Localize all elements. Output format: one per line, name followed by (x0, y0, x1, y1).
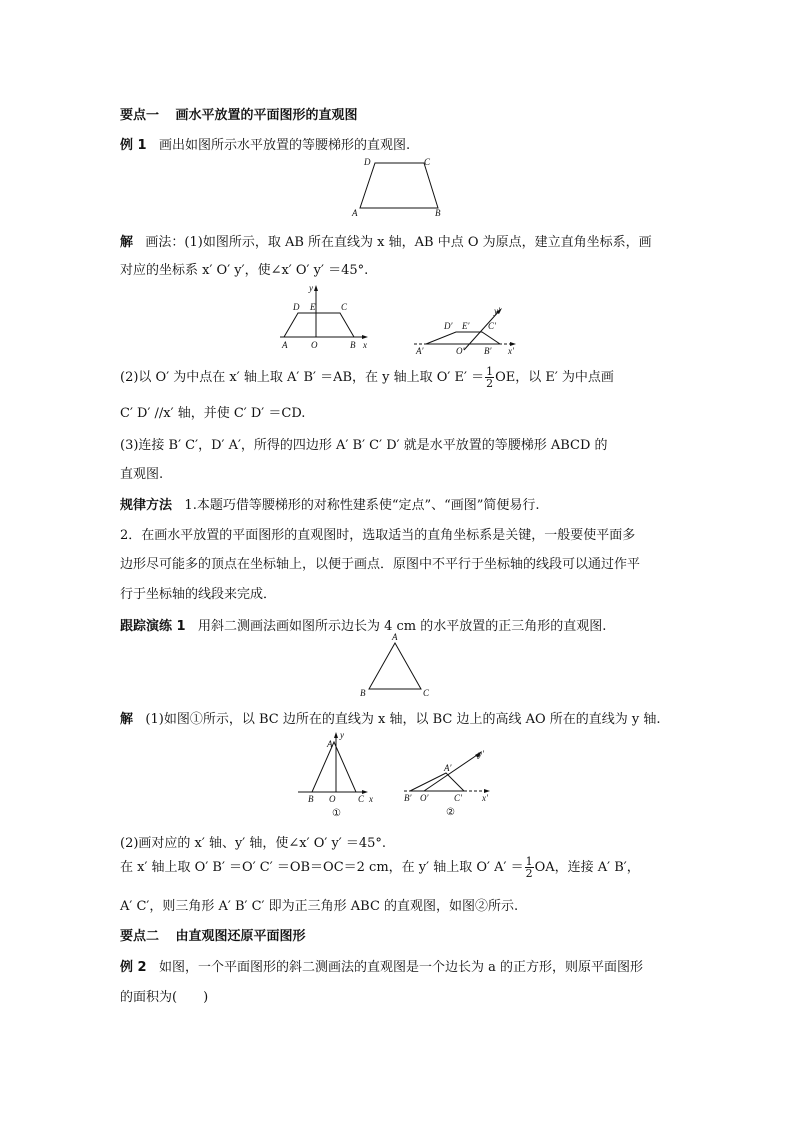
label-C: C′ (488, 321, 496, 331)
solution-1-line-5: (3)连接 B′ C′，D′ A′，所得的四边形 A′ B′ C′ D′ 就是水平放置的等腰梯形 ABCD 的 (120, 438, 608, 453)
example-label: 例 1 (120, 138, 147, 153)
denominator: 2 (486, 377, 494, 390)
trapezoid-axes-figure (278, 283, 378, 355)
step-2-text-a: (2)以 O′ 为中点在 x′ 轴上取 A′ B′ ＝AB，在 y 轴上取 O′ E′ ＝ (120, 370, 485, 385)
label-B: B (308, 794, 314, 804)
section-label: 要点一 (120, 108, 160, 123)
figure-number: ② (446, 807, 455, 818)
numerator: 1 (486, 365, 494, 378)
example-text: 如图，一个平面图形的斜二测画法的直观图是一个边长为 a 的正方形，则原平面图形 (158, 960, 644, 975)
label-y: y (309, 283, 313, 293)
rule-line-2: 2．在画水平放置的平面图形的直观图时，选取适当的直角坐标系是关键，一般要使平面多 (120, 528, 636, 543)
label-A: A (392, 632, 398, 642)
label-y: y′ (494, 306, 500, 316)
label-C: C (423, 688, 430, 698)
triangle-figure (358, 632, 438, 699)
solution-text: (1)如图①所示，以 BC 边所在的直线为 x 轴，以 BC 边上的高线 AO 所在的直线为 y 轴. (145, 712, 661, 727)
label-B: B (435, 208, 441, 218)
denominator: 2 (525, 867, 533, 880)
label-y: y′ (478, 749, 484, 759)
solution-1-line-4: C′ D′ //x′ 轴，并使 C′ D′ ＝CD. (120, 406, 306, 421)
fraction-half (485, 366, 494, 389)
rule-line-1 (120, 498, 540, 514)
trapezoid-figure (350, 155, 450, 220)
exercise-text: 用斜二测画法画如图所示边长为 4 cm 的水平放置的正三角形的直观图. (197, 619, 607, 634)
label-y: y (340, 730, 344, 740)
label-C: C (341, 302, 348, 312)
solution-1-line-1 (120, 235, 652, 251)
label-B: B′ (484, 346, 492, 356)
solution-2-line-3 (120, 854, 640, 882)
label-x: x′ (508, 346, 514, 356)
label-E: E′ (462, 321, 470, 331)
label-C: C (358, 794, 365, 804)
label-D: D (293, 302, 300, 312)
rule-line-4: 行于坐标轴的线段来完成． (120, 587, 277, 602)
step-2-text-b: OE，以 E′ 为中点画 (495, 370, 614, 385)
label-A: A′ (416, 346, 424, 356)
label-D: D (364, 157, 371, 167)
rule-label: 规律方法 (120, 498, 173, 513)
section-label: 要点二 (120, 929, 160, 944)
step-2-text-b: OA，连接 A′ B′， (534, 860, 640, 875)
label-B: B (360, 688, 366, 698)
section-title: 画水平放置的平面图形的直观图 (175, 108, 358, 123)
solution-2-line-2: (2)画对应的 x′ 轴、y′ 轴，使∠x′ O′ y′ ＝45°. (120, 836, 387, 851)
figure-number: ① (332, 808, 341, 819)
label-O: O (311, 340, 318, 350)
label-D: D′ (444, 321, 453, 331)
label-B: B′ (404, 793, 412, 803)
section-heading-1 (120, 108, 358, 124)
label-O: O′ (420, 793, 429, 803)
label-A: A (282, 340, 288, 350)
example-2-line-1 (120, 960, 643, 976)
solution-1-line-6: 直观图. (120, 467, 164, 482)
label-O: O′ (456, 346, 465, 356)
label-C: C′ (454, 793, 462, 803)
label-B: B (350, 340, 356, 350)
triangle-axes-figure (296, 730, 376, 818)
example-label: 例 2 (120, 960, 147, 975)
oblique-triangle-figure (402, 745, 502, 817)
label-x: x (369, 794, 373, 804)
rule-line-3: 边形尽可能多的顶点在坐标轴上，以便于画点．原图中不平行于坐标轴的线段可以通过作平 (120, 557, 641, 572)
label-C: C (424, 157, 431, 167)
solution-1-line-3 (120, 364, 614, 392)
exercise-label: 跟踪演练 1 (120, 619, 186, 634)
section-heading-2 (120, 929, 306, 945)
section-title: 由直观图还原平面图形 (175, 929, 306, 944)
label-x: x (363, 340, 367, 350)
label-A: A′ (444, 763, 452, 773)
label-A: A (352, 208, 358, 218)
rule-text: 1.本题巧借等腰梯形的对称性建系使“定点”、“画图”简便易行. (184, 498, 540, 513)
tracking-exercise-1 (120, 619, 606, 635)
solution-1-line-2: 对应的坐标系 x′ O′ y′，使∠x′ O′ y′ ＝45°. (120, 263, 369, 278)
fraction-half (525, 856, 534, 879)
solution-label: 解 (120, 235, 134, 250)
example-text: 画出如图所示水平放置的等腰梯形的直观图. (158, 138, 411, 153)
label-A: A (327, 739, 333, 749)
label-O: O (329, 794, 336, 804)
example-1 (120, 138, 410, 154)
solution-label: 解 (120, 712, 134, 727)
label-E: E (310, 302, 316, 312)
oblique-trapezoid-figure (412, 300, 522, 356)
label-x: x′ (482, 793, 488, 803)
step-2-text-a: 在 x′ 轴上取 O′ B′ ＝O′ C′ ＝OB＝OC＝2 cm，在 y′ 轴上取 O′ A′ ＝ (120, 860, 524, 875)
solution-text: 画法：(1)如图所示，取 AB 所在直线为 x 轴，AB 中点 O 为原点，建立直角坐标系，画 (145, 235, 652, 250)
example-2-line-2: 的面积为( ) (120, 990, 209, 1005)
solution-2-line-1 (120, 712, 661, 728)
solution-2-line-4: A′ C′，则三角形 A′ B′ C′ 即为正三角形 ABC 的直观图，如图②所示. (120, 899, 519, 914)
numerator: 1 (525, 855, 533, 868)
